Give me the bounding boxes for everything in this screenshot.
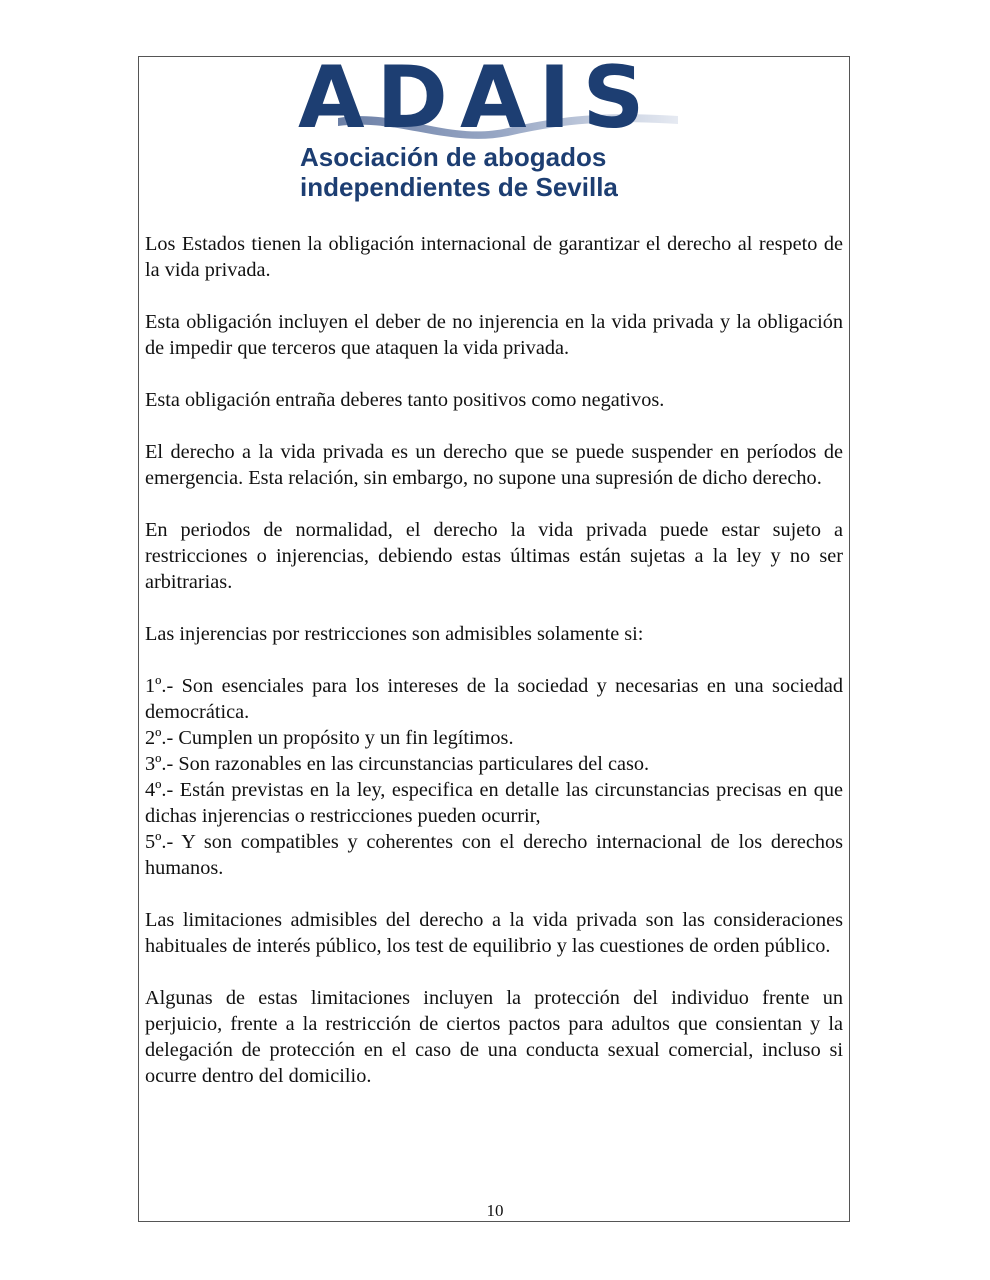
logo-subtitle-line1: Asociación de abogados — [300, 142, 607, 172]
paragraph: Las limitaciones admisibles del derecho a la vida privada son las consideraciones habituales de interés público, los test de equilibrio y las cuestiones de orden público. — [145, 909, 843, 957]
logo-acronym: ADAIS — [298, 48, 657, 148]
adais-logo — [298, 48, 698, 206]
condition-item: 2º.- Cumplen un propósito y un fin legítimos. — [145, 727, 514, 749]
paragraph: En periodos de normalidad, el derecho la vida privada puede estar sujeto a restricciones o injerencias, debiendo estas últimas están sujetas a la ley y no ser arbitrarias. — [145, 519, 843, 593]
paragraph: Las injerencias por restricciones son admisibles solamente si: — [145, 623, 644, 645]
paragraph: El derecho a la vida privada es un derecho que se puede suspender en períodos de emergencia. Esta relación, sin embargo, no supone una supresión de dicho derecho. — [145, 441, 843, 489]
paragraph: Los Estados tienen la obligación internacional de garantizar el derecho al respeto de la vida privada. — [145, 233, 843, 281]
condition-item: 3º.- Son razonables en las circunstancias particulares del caso. — [145, 753, 650, 775]
page-number: 10 — [486, 1201, 504, 1220]
paragraph: Esta obligación entraña deberes tanto positivos como negativos. — [145, 389, 665, 411]
condition-item: 1º.- Son esenciales para los intereses de la sociedad y necesarias en una sociedad democrática. — [145, 675, 843, 723]
paragraph: Esta obligación incluyen el deber de no injerencia en la vida privada y la obligación de impedir que terceros que ataquen la vida privada. — [145, 311, 843, 359]
condition-item: 4º.- Están previstas en la ley, especifica en detalle las circunstancias precisas en que dichas injerencias o restricciones pueden ocurrir, — [145, 779, 843, 827]
paragraph: Algunas de estas limitaciones incluyen la protección del individuo frente un perjuicio, frente a la restricción de ciertos pactos para adultos que consientan y la delegación de protección en el caso de una conducta sexual comercial, incluso si ocurre dentro del domicilio. — [145, 987, 843, 1087]
document-body — [145, 231, 843, 1115]
condition-item: 5º.- Y son compatibles y coherentes con el derecho internacional de los derechos humanos. — [145, 831, 843, 879]
logo-subtitle-line2: independientes de Sevilla — [300, 172, 618, 202]
